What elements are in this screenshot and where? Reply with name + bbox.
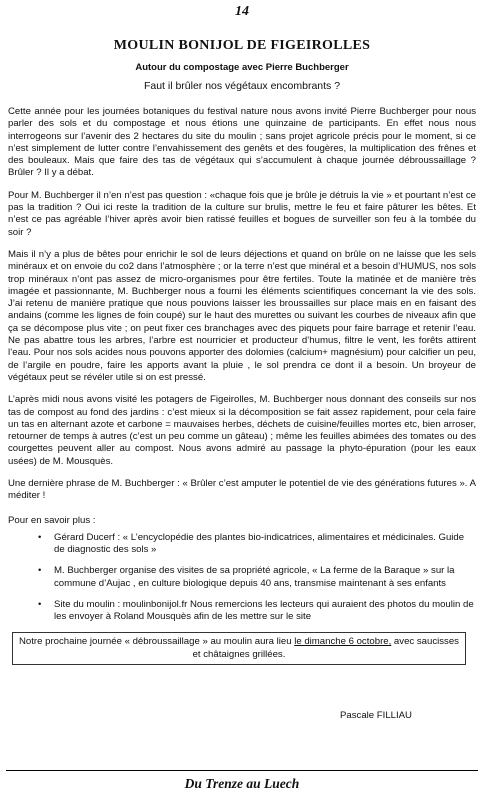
footer-divider [6, 770, 478, 771]
page-number: 14 [235, 4, 249, 19]
article-subtitle: Autour du compostage avec Pierre Buchberger [135, 62, 349, 73]
paragraph-afternoon-visit: L’après midi nous avons visité les potagers de Figeirolles, M. Buchberger nous donnant des conseils sur nos tas de compost au fond des jardins : c’est mieux si la décomposition se fait assez rapidement, pour cela faire un tas en alternant azote et carbone = mauvaises herbes, déchets de cuisine/feuilles mortes etc, bien arroser, retourner de temps à autres (c’est un peu comme un gâteau) ; même les feuilles abimées des tomates ou des courgettes peuvent aller au compost. Nous avons admiré au passage la phyto-épuration (pour les eaux usées) de M. Mousquès. [8, 394, 476, 467]
bullet-icon: • [38, 598, 42, 610]
announcement-text-end: avec saucisses et châtaignes grillées. [192, 636, 459, 660]
paragraph-intro: Cette année pour les journées botaniques du festival nature nous avons invité Pierre Buchberger pour nous parler des sols et du compostage et nous étions une quinzaine de participants. En effet nous nous interrogeons sur l’avenir des 2 hectares du site du moulin ; sans projet agricole précis pour le moment, si ce n’est simplement de lutter contre l’envahissement des genêts et des fougères, la multiplication des frênes et des bouleaux. Mais que faire des tas de végétaux qui s’accumulent à chaque journée débroussaillage ? Brûler ? Il y a débat. [8, 106, 476, 179]
info-item-ducerf [38, 531, 476, 557]
info-item-text: Site du moulin : moulinbonijol.fr Nous remercions les lecteurs qui auraient des photos du moulin de les envoyer à Roland Mousquès afin de les mettre sur le site [54, 598, 474, 623]
author-signature: Pascale FILLIAU [340, 710, 412, 721]
article [8, 38, 476, 665]
bullet-icon: • [38, 531, 42, 543]
info-heading: Pour en savoir plus : [8, 514, 96, 526]
info-item-site-moulin [38, 598, 476, 624]
info-item-text: Gérard Ducerf : « L’encyclopédie des plantes bio-indicatrices, alimentaires et médicinales. Guide de diagnostic des sols » [54, 531, 465, 555]
footer-title: Du Trenze au Luech [184, 776, 300, 791]
paragraph-buchberger-opinion: Pour M. Buchberger il n’en n’est pas question : «chaque fois que je brûle je détruis la vie » et pourtant n’est ce pas la tradition ? Oui ici reste la tradition de la culture sur brulis, mettre le feu et faire pâturer les bêtes. Et n’est ce pas agréable l’hiver après avoir bien ratissé feuilles et bogues de surveiller son feu à la tombée du soir ? [8, 189, 476, 238]
article-question: Faut il brûler nos végétaux encombrants ? [143, 80, 341, 92]
paragraph-final-quote: Une dernière phrase de M. Buchberger : « Brûler c’est amputer le potentiel de vie des générations futures ». A méditer ! [8, 478, 476, 502]
article-title: MOULIN BONIJOL DE FIGEIROLLES [113, 38, 371, 53]
announcement-date: le dimanche 6 octobre, [294, 636, 392, 648]
info-list [8, 532, 476, 624]
paragraph-soil-science: Mais il n’y a plus de bêtes pour enrichir le sol de leurs déjections et quand on brûle on ne laisse que les sels minéraux et on envoie du co2 dans l’atmosphère ; or la terre n’est que minéral et a besoin d’HUMUS, nos sols trop minéraux n’ont pas assez de micro-organismes pour être fertiles. Toute la matinée et de manière très imagée et passionnante, M. Buchberger nous a fourni les éléments scientifiques concernant la vie des sols. J’ai retenu de manière pratique que nous pouvions laisser les broussailles sur place mais en en faisant des andains (comme les lignes de foin coupé) sur le haut des murettes ou suivant les courbes de niveaux afin que ça se décompose plus vite ; on peut fixer ces branchages avec des piquets pour faire barrage et retenir l’eau. Ne pas abattre tous les arbres, l’arbre est nourricier et producteur d’humus, filtre le vent, les forêts attirent l’eau. Pour nos sols acides nous pouvons apporter des dolomies (calcium+ magnésium) pour calcifier un peu, de l’argile en poudre, faire les apports avant la pluie , le sol prendra ce dont il a besoin. Un broyeur de végétaux peut se révéler utile si on est pressé. [8, 248, 476, 383]
info-item-text: M. Buchberger organise des visites de sa propriété agricole, « La ferme de la Baraque » sur la commune d’Aujac , en culture biologique depuis 40 ans, transmise maintenant à ses enfants [54, 565, 455, 589]
announcement-text: Notre prochaine journée « débroussaillage » au moulin aura lieu [19, 636, 295, 648]
announcement-box [12, 632, 466, 665]
info-item-ferme-baraque [38, 565, 476, 590]
bullet-icon: • [38, 565, 42, 577]
